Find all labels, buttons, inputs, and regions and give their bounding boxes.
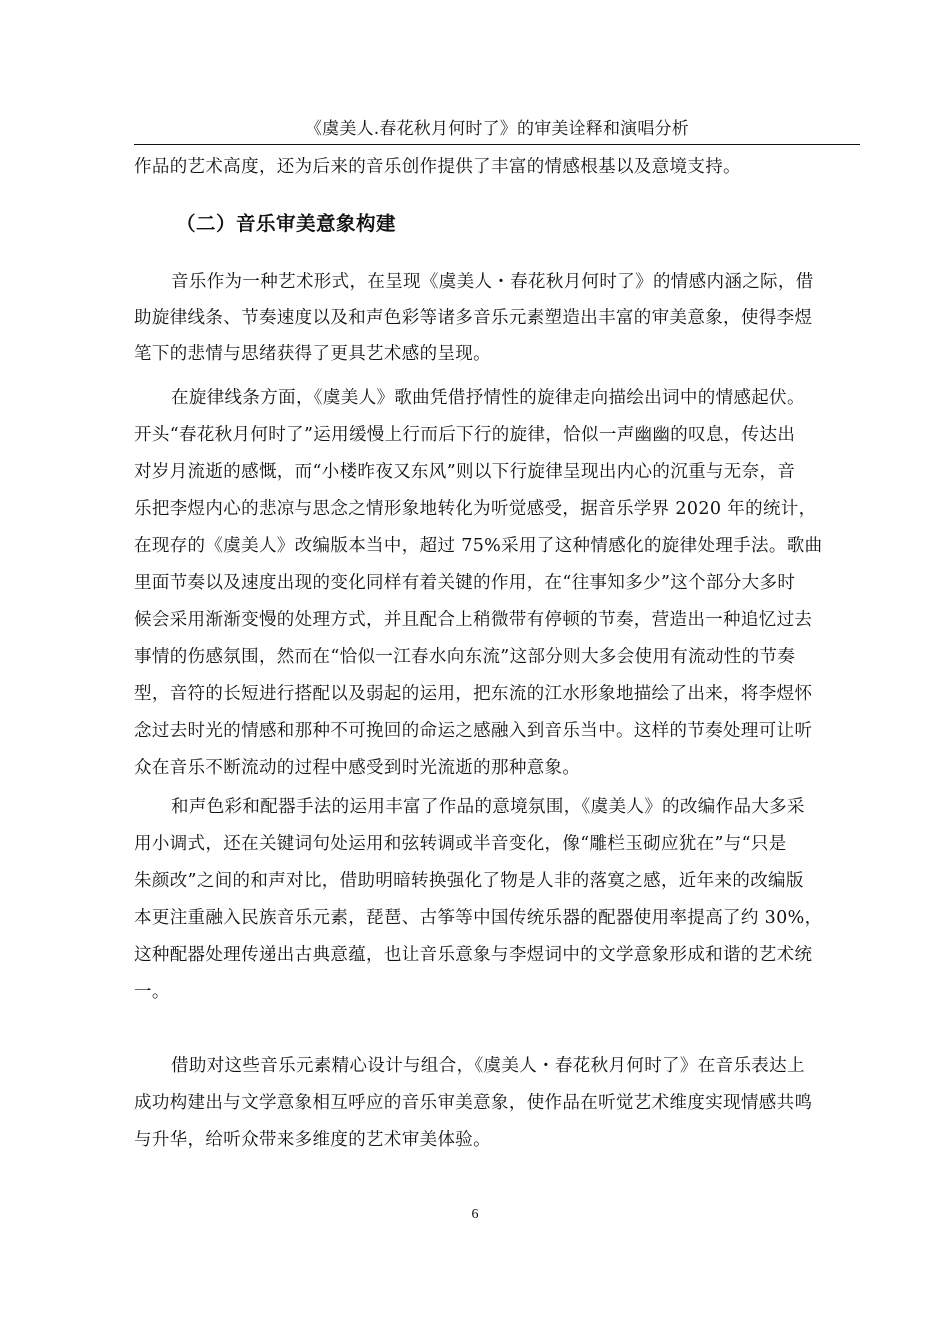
text-line: 在旋律线条方面，《虞美人》歌曲凭借抒情性的旋律走向描绘出词中的情感起伏。 [171, 388, 805, 408]
text-line: 乐把李煜内心的悲凉与思念之情形象地转化为听觉感受，据音乐学界 2020 年的统计， [134, 499, 817, 519]
text-line: 里面节奏以及速度出现的变化同样有着关键的作用，在“往事知多少”这个部分大多时 [134, 573, 796, 593]
text-line: 笔下的悲情与思绪获得了更具艺术感的呈现。 [134, 344, 491, 364]
text-line: 事情的伤感氛围，然而在“恰似一江春水向东流”这部分则大多会使用有流动性的节奏 [134, 647, 796, 667]
text-line: 型，音符的长短进行搭配以及弱起的运用，把东流的江水形象地描绘了出来，将李煜怀 [134, 684, 813, 704]
text-line: 一。 [134, 982, 170, 1002]
text-line: 与升华，给听众带来多维度的艺术审美体验。 [134, 1130, 491, 1150]
text-line: 对岁月流逝的感慨，而“小楼昨夜又东风”则以下行旋律呈现出内心的沉重与无奈，音 [134, 462, 796, 482]
header-divider [134, 144, 860, 145]
text-line: 作品的艺术高度，还为后来的音乐创作提供了丰富的情感根基以及意境支持。 [134, 157, 741, 177]
text-line: 念过去时光的情感和那种不可挽回的命运之感融入到音乐当中。这样的节奏处理可让听 [134, 721, 813, 741]
text-line: 助旋律线条、节奏速度以及和声色彩等诸多音乐元素塑造出丰富的审美意象，使得李煜 [134, 308, 813, 328]
page-number: 6 [471, 1207, 479, 1222]
text-line: 本更注重融入民族音乐元素，琵琶、古筝等中国传统乐器的配器使用率提高了约 30%， [134, 908, 823, 928]
text-line: 这种配器处理传递出古典意蕴，也让音乐意象与李煜词中的文学意象形成和谐的艺术统 [134, 945, 813, 965]
text-line: 借助对这些音乐元素精心设计与组合，《虞美人・春花秋月何时了》在音乐表达上 [171, 1056, 805, 1076]
running-header: 《虞美人.春花秋月何时了》的审美诠释和演唱分析 [304, 119, 689, 139]
text-line: 候会采用渐渐变慢的处理方式，并且配合上稍微带有停顿的节奏，营造出一种追忆过去 [134, 610, 813, 630]
text-line: 朱颜改”之间的和声对比，借助明暗转换强化了物是人非的落寞之感，近年来的改编版 [134, 871, 804, 891]
text-line: 众在音乐不断流动的过程中感受到时光流逝的那种意象。 [134, 758, 581, 778]
text-line: 在现存的《虞美人》改编版本当中，超过 75%采用了这种情感化的旋律处理手法。歌曲 [134, 536, 823, 556]
text-line: 和声色彩和配器手法的运用丰富了作品的意境氛围，《虞美人》的改编作品大多采 [171, 797, 805, 817]
text-line: 音乐作为一种艺术形式，在呈现《虞美人・春花秋月何时了》的情感内涵之际，借 [171, 272, 814, 292]
text-line: 用小调式，还在关键词句处运用和弦转调或半音变化，像“雕栏玉砌应犹在”与“只是 [134, 834, 787, 854]
section-heading: （二）音乐审美意象构建 [176, 212, 397, 235]
text-line: 开头“春花秋月何时了”运用缓慢上行而后下行的旋律，恰似一声幽幽的叹息，传达出 [134, 425, 796, 445]
text-line: 成功构建出与文学意象相互呼应的音乐审美意象，使作品在听觉艺术维度实现情感共鸣 [134, 1093, 813, 1113]
